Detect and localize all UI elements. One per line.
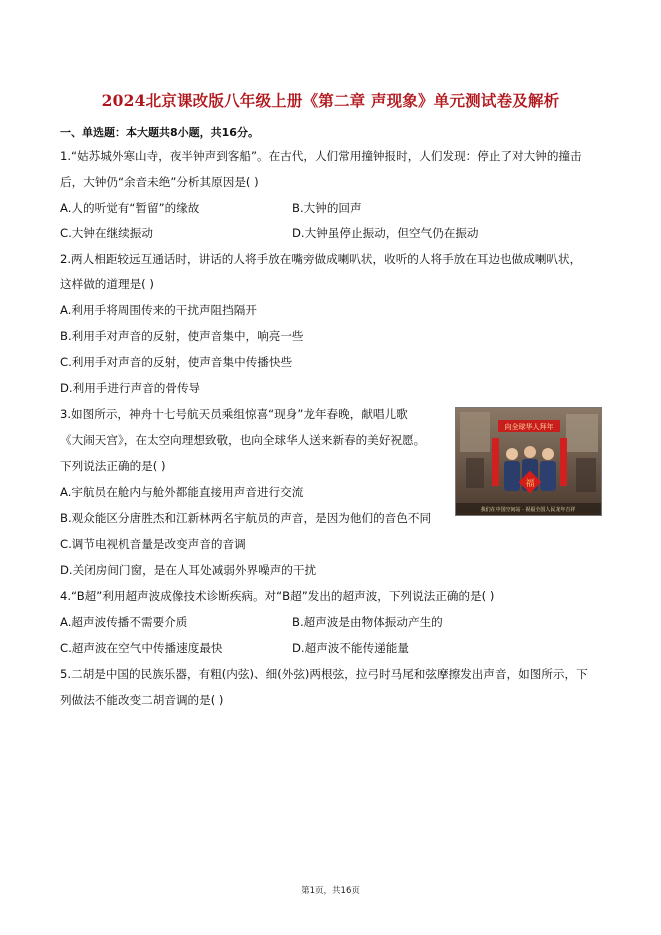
q4-option-d: D.超声波不能传递能量 xyxy=(292,641,409,655)
q2-stem-line2: 这样做的道理是( ) xyxy=(60,277,154,291)
q1-stem-line2: 后，大钟仍“余音未绝”分析其原因是( ) xyxy=(60,175,259,189)
q1-option-c: C.大钟在继续振动 xyxy=(60,226,153,240)
photo-caption: 我们在中国空间站 · 祝福全国人民龙年吉祥 xyxy=(480,507,576,513)
q3-stem-line2: 《大闹天宫》，在太空向理想致敬，也向全球华人送来新春的美好祝愿。 xyxy=(60,433,426,447)
q1-option-d: D.大钟虽停止振动，但空气仍在振动 xyxy=(292,226,479,240)
q2-option-d: D.利用手进行声音的骨传导 xyxy=(60,381,201,395)
q3-option-d: D.关闭房间门窗，是在人耳处减弱外界噪声的干扰 xyxy=(60,563,317,577)
q2-stem-line1: 2.两人相距较远互通话时，讲话的人将手放在嘴旁做成喇叭状，收听的人将手放在耳边也做成喇叭状， xyxy=(60,252,582,266)
q3-stem-line3: 下列说法正确的是( ) xyxy=(60,459,166,473)
q4-option-c: C.超声波在空气中传播速度最快 xyxy=(60,641,223,655)
document-title: 2024北京课改版八年级上册《第二章 声现象》单元测试卷及解析 xyxy=(101,91,560,110)
q2-option-a: A.利用手将周围传来的干扰声阻挡隔开 xyxy=(60,303,257,317)
section-heading: 一、单选题：本大题共8小题，共16分。 xyxy=(60,126,259,139)
q2-option-c: C.利用手对声音的反射，使声音集中传播快些 xyxy=(60,355,293,369)
photo-fu-char: 福 xyxy=(525,479,535,489)
page-footer: 第1页，共16页 xyxy=(301,886,360,896)
photo-banner-text: 向全球华人拜年 xyxy=(504,423,554,431)
q4-stem: 4.“B超”利用超声波成像技术诊断疾病。对“B超”发出的超声波，下列说法正确的是( ) xyxy=(60,589,495,603)
q5-stem-line2: 列做法不能改变二胡音调的是( ) xyxy=(60,693,224,707)
q4-option-a: A.超声波传播不需要介质 xyxy=(60,615,188,629)
q3-option-a: A.宇航员在舱内与舱外都能直接用声音进行交流 xyxy=(60,485,304,499)
q3-option-c: C.调节电视机音量是改变声音的音调 xyxy=(60,537,246,551)
q3-option-b: B.观众能区分唐胜杰和江新林两名宇航员的声音，是因为他们的音色不同 xyxy=(60,511,432,525)
q4-option-b: B.超声波是由物体振动产生的 xyxy=(292,615,443,629)
q1-stem-line1: 1.“姑苏城外寒山寺，夜半钟声到客船”。在古代，人们常用撞钟报时，人们发现：停止了对大钟的撞击 xyxy=(60,149,582,163)
q1-option-a: A.人的听觉有“暂留”的缘故 xyxy=(60,201,200,215)
q2-option-b: B.利用手对声音的反射，使声音集中，响亮一些 xyxy=(60,329,304,343)
q3-stem-line1: 3.如图所示，神舟十七号航天员乘组惊喜“现身”龙年春晚，献唱儿歌 xyxy=(60,407,408,421)
q1-option-b: B.大钟的回声 xyxy=(292,201,362,215)
astronaut-photo xyxy=(455,407,602,516)
q5-stem-line1: 5.二胡是中国的民族乐器，有粗(内弦)、细(外弦)两根弦，拉弓时马尾和弦摩擦发出声音，如图所示，下 xyxy=(60,667,588,681)
